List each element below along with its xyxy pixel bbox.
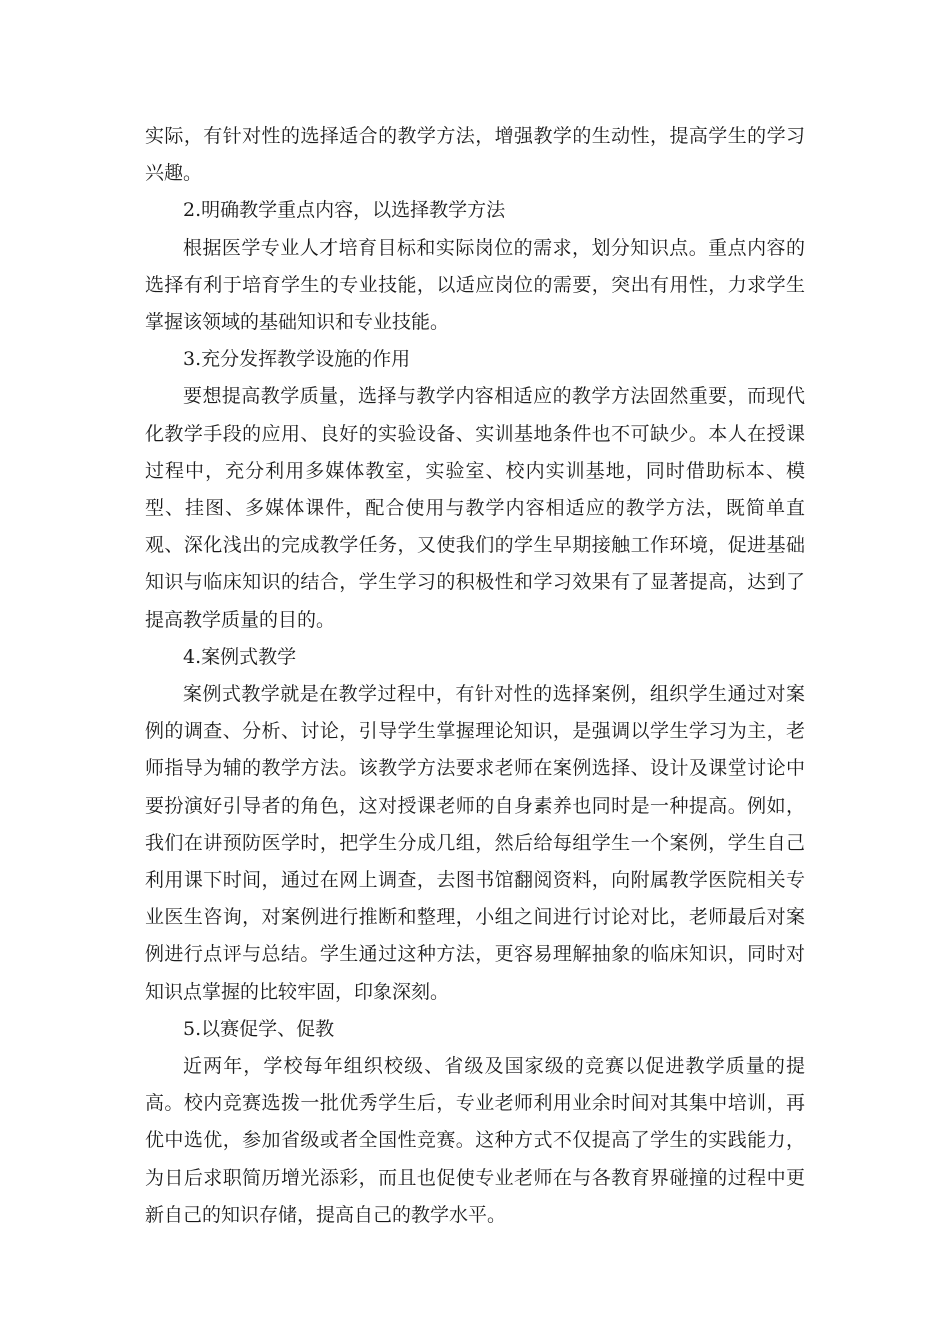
- section-heading: 2.明确教学重点内容，以选择教学方法: [183, 199, 506, 222]
- section-heading: 3.充分发挥教学设施的作用: [183, 348, 411, 371]
- body-paragraph: 近两年，学校每年组织校级、省级及国家级的竞赛以促进教学质量的提高。校内竞赛选拨一批优秀学生后，专业老师利用业余时间对其集中培训，再优中选优，参加省级或者全国性竞赛。这种方式不仅提高了学生的实践能力，为日后求职简历增光添彩，而且也促使专业老师在与各教育界碰撞的过程中更新自己的知识存储，提高自己的教学水平。: [145, 1055, 805, 1226]
- body-paragraph: 案例式教学就是在教学过程中，有针对性的选择案例，组织学生通过对案例的调查、分析、讨论，引导学生掌握理论知识，是强调以学生学习为主，老师指导为辅的教学方法。该教学方法要求老师在案例选择、设计及课堂讨论中要扮演好引导者的角色，这对授课老师的自身素养也同时是一种提高。例如，我们在讲预防医学时，把学生分成几组，然后给每组学生一个案例，学生自己利用课下时间，通过在网上调查，去图书馆翻阅资料，向附属教学医院相关专业医生咨询，对案例进行推断和整理，小组之间进行讨论对比，老师最后对案例进行点评与总结。学生通过这种方法，更容易理解抽象的临床知识，同时对知识点掌握的比较牢固，印象深刻。: [145, 683, 805, 1003]
- body-paragraph: 实际，有针对性的选择适合的教学方法，增强教学的生动性，提高学生的学习兴趣。: [145, 125, 805, 185]
- document-body: [145, 118, 805, 1234]
- section-heading: 5.以赛促学、促教: [183, 1017, 335, 1040]
- section-heading: 4.案例式教学: [183, 645, 297, 668]
- body-paragraph: 要想提高教学质量，选择与教学内容相适应的教学方法固然重要，而现代化教学手段的应用、良好的实验设备、实训基地条件也不可缺少。本人在授课过程中，充分利用多媒体教室，实验室、校内实训基地，同时借助标本、模型、挂图、多媒体课件，配合使用与教学内容相适应的教学方法，既简单直观、深化浅出的完成教学任务，又使我们的学生早期接触工作环境，促进基础知识与临床知识的结合，学生学习的积极性和学习效果有了显著提高，达到了提高教学质量的目的。: [145, 385, 805, 631]
- body-paragraph: 根据医学专业人才培育目标和实际岗位的需求，划分知识点。重点内容的选择有利于培育学生的专业技能，以适应岗位的需要，突出有用性，力求学生掌握该领域的基础知识和专业技能。: [145, 236, 805, 334]
